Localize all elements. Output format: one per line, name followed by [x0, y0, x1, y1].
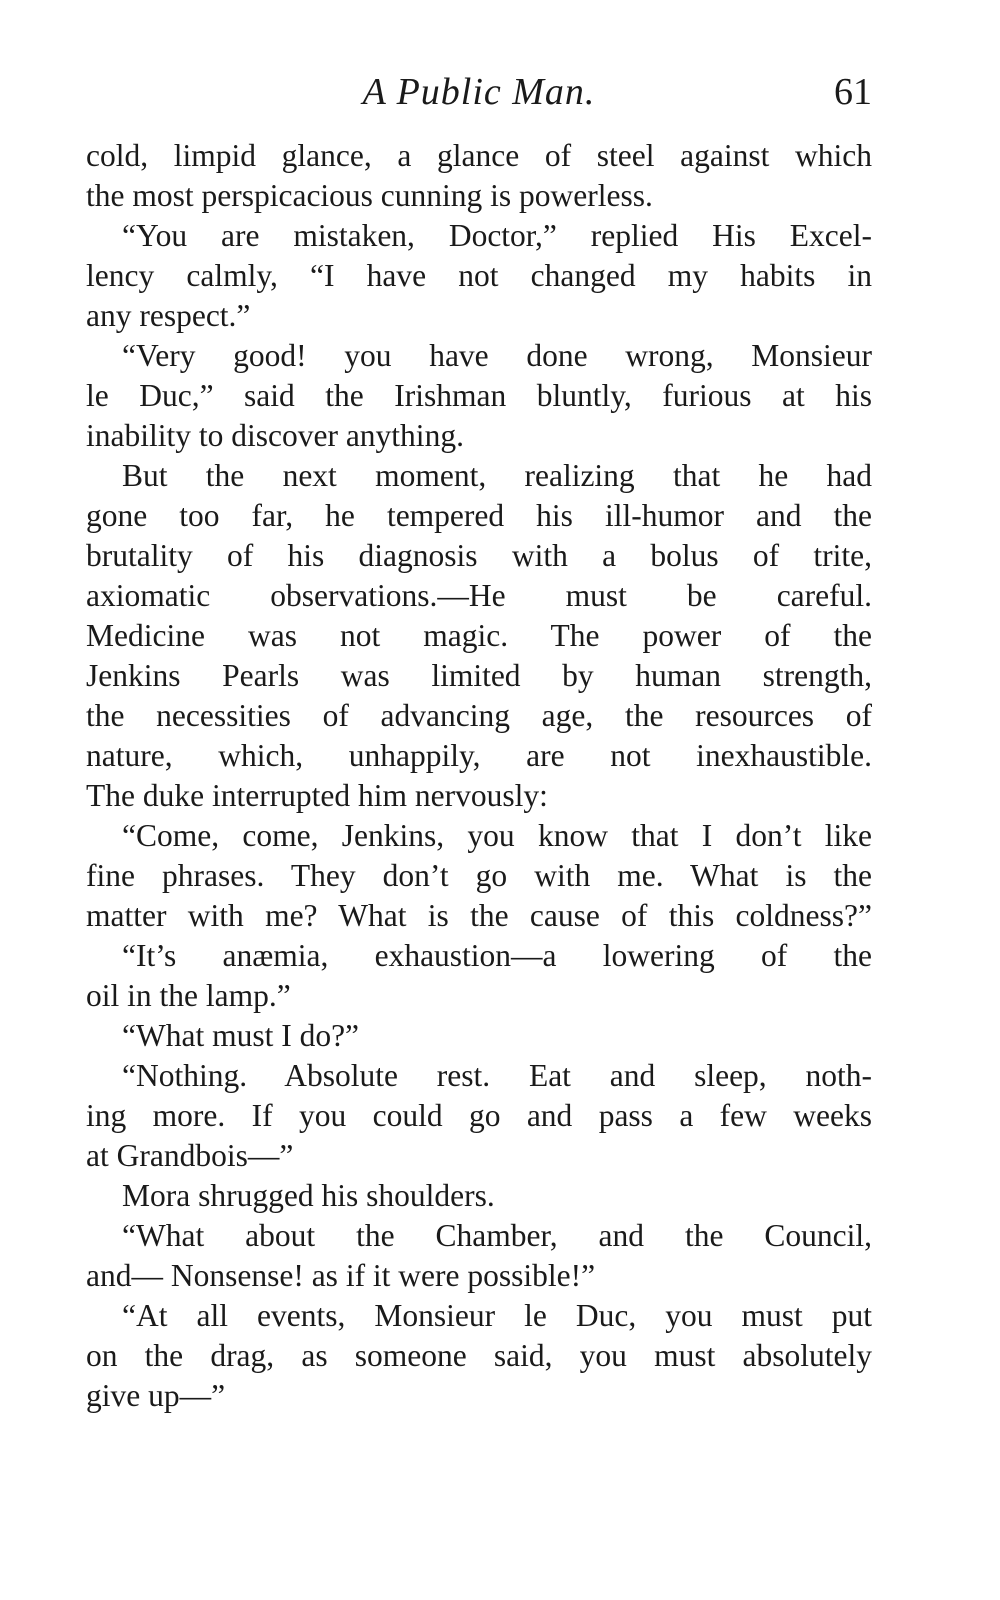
text-line: the necessities of advancing age, the resources of [86, 698, 872, 733]
body-text [86, 136, 872, 1416]
page-number: 61 [834, 71, 872, 113]
text-line: on the drag, as someone said, you must absolutely [86, 1338, 872, 1373]
text-line: “Come, come, Jenkins, you know that I don’t like [122, 818, 872, 853]
text-line: the most perspicacious cunning is powerless. [86, 178, 653, 213]
text-line: Mora shrugged his shoulders. [122, 1178, 495, 1213]
text-line: Jenkins Pearls was limited by human strength, [86, 658, 872, 693]
text-line: give up—” [86, 1378, 226, 1413]
text-line: “At all events, Monsieur le Duc, you must put [122, 1298, 872, 1333]
text-line: gone too far, he tempered his ill-humor and the [86, 498, 872, 533]
text-line: oil in the lamp.” [86, 978, 291, 1013]
text-line: le Duc,” said the Irishman bluntly, furious at his [86, 378, 872, 413]
text-line: any respect.” [86, 298, 251, 333]
text-line: Medicine was not magic. The power of the [86, 618, 872, 653]
text-line: cold, limpid glance, a glance of steel against which [86, 138, 872, 173]
text-line: and— Nonsense! as if it were possible!” [86, 1258, 596, 1293]
text-line: “What about the Chamber, and the Council, [122, 1218, 872, 1253]
text-line: inability to discover anything. [86, 418, 464, 453]
text-line: matter with me? What is the cause of this coldness?” [86, 898, 872, 933]
text-line: ing more. If you could go and pass a few weeks [86, 1098, 872, 1133]
text-line: “Very good! you have done wrong, Monsieur [122, 338, 872, 373]
running-title: A Public Man. [362, 71, 596, 113]
text-line: fine phrases. They don’t go with me. What is the [86, 858, 872, 893]
text-line: “What must I do?” [122, 1018, 360, 1053]
text-line: The duke interrupted him nervously: [86, 778, 548, 813]
running-head [86, 70, 872, 118]
text-line: lency calmly, “I have not changed my habits in [86, 258, 872, 293]
text-line: “It’s anæmia, exhaustion—a lowering of the [122, 938, 872, 973]
text-line: “Nothing. Absolute rest. Eat and sleep, noth- [122, 1058, 872, 1093]
text-line: nature, which, unhappily, are not inexhaustible. [86, 738, 872, 773]
text-line: brutality of his diagnosis with a bolus of trite, [86, 538, 872, 573]
text-line: “You are mistaken, Doctor,” replied His Excel- [122, 218, 872, 253]
text-line: axiomatic observations.—He must be careful. [86, 578, 872, 613]
text-line: But the next moment, realizing that he had [122, 458, 872, 493]
text-line: at Grandbois—” [86, 1138, 294, 1173]
